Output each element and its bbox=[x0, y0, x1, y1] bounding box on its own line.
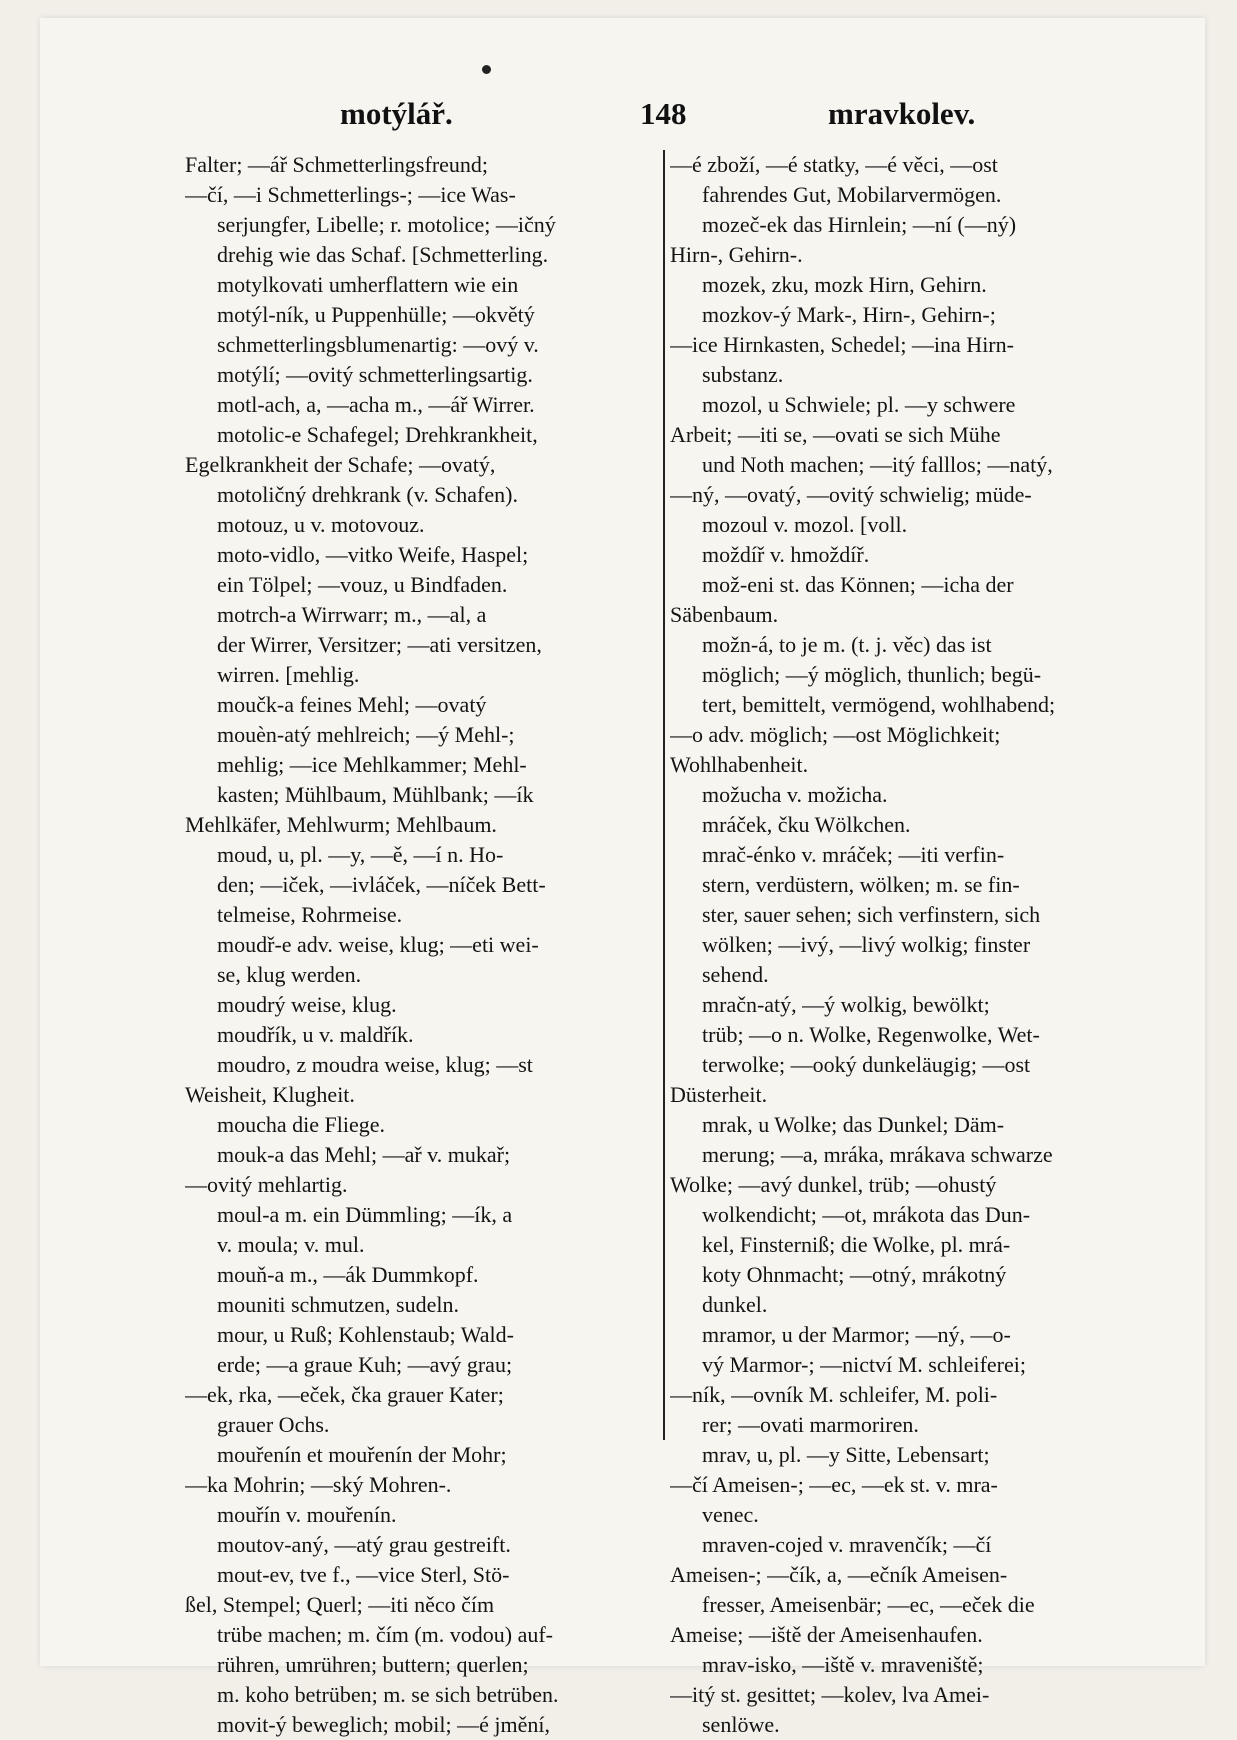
dictionary-line: der Wirrer, Versitzer; —ati versitzen, bbox=[217, 632, 542, 657]
printer-dot bbox=[482, 65, 491, 74]
dictionary-line: Düsterheit. bbox=[670, 1082, 768, 1107]
dictionary-line: moutov-aný, —atý grau gestreift. bbox=[217, 1532, 511, 1557]
column-divider bbox=[663, 150, 665, 1440]
right-column bbox=[670, 150, 1140, 1740]
dictionary-line: koty Ohnmacht; —otný, mrákotný bbox=[702, 1262, 1007, 1287]
dictionary-line: moudrý weise, klug. bbox=[217, 992, 397, 1017]
dictionary-line: drehig wie das Schaf. [Schmetterling. bbox=[217, 242, 549, 267]
dictionary-line: —ice Hirnkasten, Schedel; —ina Hirn- bbox=[670, 332, 1014, 357]
dictionary-line: m. koho betrüben; m. se sich betrüben. bbox=[217, 1682, 559, 1707]
page-header bbox=[340, 96, 1020, 142]
dictionary-line: serjungfer, Libelle; r. motolice; —ičný bbox=[217, 212, 556, 237]
dictionary-line: moul-a m. ein Dümmling; —ík, a bbox=[217, 1202, 513, 1227]
dictionary-line: venec. bbox=[702, 1502, 759, 1527]
dictionary-line: moučk-a feines Mehl; —ovatý bbox=[217, 692, 487, 717]
dictionary-line: —ka Mohrin; —ský Mohren-. bbox=[185, 1472, 452, 1497]
dictionary-line: mož-eni st. das Können; —icha der bbox=[702, 572, 1014, 597]
dictionary-line: möglich; —ý möglich, thunlich; begü- bbox=[702, 662, 1042, 687]
dictionary-line: senlöwe. bbox=[702, 1712, 780, 1737]
dictionary-line: trüb; —o n. Wolke, Regenwolke, Wet- bbox=[702, 1022, 1040, 1047]
dictionary-line: wirren. [mehlig. bbox=[217, 662, 360, 687]
dictionary-line: Ameise; —iště der Ameisenhaufen. bbox=[670, 1622, 983, 1647]
dictionary-line: Säbenbaum. bbox=[670, 602, 779, 627]
dictionary-line: moudř-e adv. weise, klug; —eti wei- bbox=[217, 932, 539, 957]
dictionary-line: se, klug werden. bbox=[217, 962, 362, 987]
header-right-guideword: mravkolev. bbox=[828, 96, 976, 131]
dictionary-line: moždíř v. hmoždíř. bbox=[702, 542, 870, 567]
dictionary-line: —é zboží, —é statky, —é věci, —ost bbox=[670, 152, 998, 177]
dictionary-line: grauer Ochs. bbox=[217, 1412, 330, 1437]
dictionary-line: mouniti schmutzen, sudeln. bbox=[217, 1292, 459, 1317]
dictionary-line: schmetterlingsblumenartig: —ový v. bbox=[217, 332, 539, 357]
dictionary-line: motrch-a Wirrwarr; m., —al, a bbox=[217, 602, 487, 627]
dictionary-line: mraven-cojed v. mravenčík; —čí bbox=[702, 1532, 992, 1557]
dictionary-line: Hirn-, Gehirn-. bbox=[670, 242, 803, 267]
dictionary-line: wölken; —ivý, —livý wolkig; finster bbox=[702, 932, 1031, 957]
header-left-guideword: motýlář. bbox=[340, 96, 453, 131]
dictionary-line: ßel, Stempel; Querl; —iti něco čím bbox=[185, 1592, 495, 1617]
dictionary-line: motýl-ník, u Puppenhülle; —okvětý bbox=[217, 302, 535, 327]
dictionary-line: trübe machen; m. čím (m. vodou) auf- bbox=[217, 1622, 554, 1647]
dictionary-line: rer; —ovati marmoriren. bbox=[702, 1412, 919, 1437]
dictionary-line: kasten; Mühlbaum, Mühlbank; —ík bbox=[217, 782, 534, 807]
dictionary-line: mout-ev, tve f., —vice Sterl, Stö- bbox=[217, 1562, 510, 1587]
dictionary-line: mehlig; —ice Mehlkammer; Mehl- bbox=[217, 752, 527, 777]
dictionary-line: mozol, u Schwiele; pl. —y schwere bbox=[702, 392, 1016, 417]
dictionary-line: mrač-énko v. mráček; —iti verfin- bbox=[702, 842, 1005, 867]
dictionary-line: vý Marmor-; —nictví M. schleiferei; bbox=[702, 1352, 1026, 1377]
dictionary-line: mozoul v. mozol. [voll. bbox=[702, 512, 908, 537]
dictionary-line: rühren, umrühren; buttern; querlen; bbox=[217, 1652, 529, 1677]
dictionary-line: mouřenín et mouřenín der Mohr; bbox=[217, 1442, 507, 1467]
dictionary-line: motoličný drehkrank (v. Schafen). bbox=[217, 482, 518, 507]
dictionary-line: mozkov-ý Mark-, Hirn-, Gehirn-; bbox=[702, 302, 996, 327]
dictionary-line: motylkovati umherflattern wie ein bbox=[217, 272, 519, 297]
dictionary-line: motouz, u v. motovouz. bbox=[217, 512, 425, 537]
dictionary-line: —o adv. möglich; —ost Möglichkeit; bbox=[670, 722, 1001, 747]
dictionary-line: Arbeit; —iti se, —ovati se sich Mühe bbox=[670, 422, 1001, 447]
dictionary-line: možucha v. možicha. bbox=[702, 782, 888, 807]
dictionary-line: mouň-a m., —ák Dummkopf. bbox=[217, 1262, 479, 1287]
dictionary-line: mračn-atý, —ý wolkig, bewölkt; bbox=[702, 992, 990, 1017]
dictionary-line: moto-vidlo, —vitko Weife, Haspel; bbox=[217, 542, 529, 567]
dictionary-line: moud, u, pl. —y, —ě, —í n. Ho- bbox=[217, 842, 504, 867]
dictionary-line: —čí, —i Schmetterlings-; —ice Was- bbox=[185, 182, 516, 207]
left-column bbox=[185, 150, 650, 1740]
dictionary-line: Wolke; —avý dunkel, trüb; —ohustý bbox=[670, 1172, 997, 1197]
dictionary-line: sehend. bbox=[702, 962, 769, 987]
dictionary-line: stern, verdüstern, wölken; m. se fin- bbox=[702, 872, 1020, 897]
dictionary-line: moudro, z moudra weise, klug; —st bbox=[217, 1052, 533, 1077]
dictionary-line: mouèn-atý mehlreich; —ý Mehl-; bbox=[217, 722, 515, 747]
page-number: 148 bbox=[640, 96, 687, 131]
dictionary-line: motýlí; —ovitý schmetterlingsartig. bbox=[217, 362, 533, 387]
dictionary-line: den; —iček, —ivláček, —níček Bett- bbox=[217, 872, 546, 897]
dictionary-line: motolic-e Schafegel; Drehkrankheit, bbox=[217, 422, 538, 447]
dictionary-line: kel, Finsterniß; die Wolke, pl. mrá- bbox=[702, 1232, 1011, 1257]
dictionary-line: ster, sauer sehen; sich verfinstern, sich bbox=[702, 902, 1041, 927]
dictionary-line: Wohlhabenheit. bbox=[670, 752, 809, 777]
dictionary-line: Ameisen-; —čík, a, —ečník Ameisen- bbox=[670, 1562, 1008, 1587]
dictionary-line: ein Tölpel; —vouz, u Bindfaden. bbox=[217, 572, 508, 597]
dictionary-line: —ovitý mehlartig. bbox=[185, 1172, 348, 1197]
dictionary-line: mrav-isko, —iště v. mraveniště; bbox=[702, 1652, 984, 1677]
dictionary-line: mouřín v. mouřenín. bbox=[217, 1502, 397, 1527]
dictionary-line: možn-á, to je m. (t. j. věc) das ist bbox=[702, 632, 992, 657]
dictionary-line: telmeise, Rohrmeise. bbox=[217, 902, 403, 927]
dictionary-line: dunkel. bbox=[702, 1292, 768, 1317]
dictionary-line: Mehlkäfer, Mehlwurm; Mehlbaum. bbox=[185, 812, 497, 837]
dictionary-line: —ek, rka, —eček, čka grauer Kater; bbox=[185, 1382, 504, 1407]
dictionary-line: mráček, čku Wölkchen. bbox=[702, 812, 911, 837]
dictionary-line: Weisheit, Klugheit. bbox=[185, 1082, 355, 1107]
dictionary-line: v. moula; v. mul. bbox=[217, 1232, 365, 1257]
dictionary-line: erde; —a graue Kuh; —avý grau; bbox=[217, 1352, 513, 1377]
dictionary-line: mouk-a das Mehl; —ař v. mukař; bbox=[217, 1142, 511, 1167]
dictionary-line: tert, bemittelt, vermögend, wohlhabend; bbox=[702, 692, 1056, 717]
dictionary-line: substanz. bbox=[702, 362, 784, 387]
dictionary-line: mramor, u der Marmor; —ný, —o- bbox=[702, 1322, 1011, 1347]
dictionary-line: und Noth machen; —itý falllos; —natý, bbox=[702, 452, 1053, 477]
dictionary-line: wolkendicht; —ot, mrákota das Dun- bbox=[702, 1202, 1031, 1227]
dictionary-line: moucha die Fliege. bbox=[217, 1112, 386, 1137]
dictionary-line: mozek, zku, mozk Hirn, Gehirn. bbox=[702, 272, 987, 297]
dictionary-line: —itý st. gesittet; —kolev, lva Amei- bbox=[670, 1682, 990, 1707]
dictionary-line: —čí Ameisen-; —ec, —ek st. v. mra- bbox=[670, 1472, 998, 1497]
dictionary-line: terwolke; —ooký dunkeläugig; —ost bbox=[702, 1052, 1031, 1077]
dictionary-line: motl-ach, a, —acha m., —ář Wirrer. bbox=[217, 392, 535, 417]
dictionary-line: fresser, Ameisenbär; —ec, —eček die bbox=[702, 1592, 1035, 1617]
dictionary-line: —ník, —ovník M. schleifer, M. poli- bbox=[670, 1382, 998, 1407]
dictionary-line: merung; —a, mráka, mrákava schwarze bbox=[702, 1142, 1053, 1167]
dictionary-line: mozeč-ek das Hirnlein; —ní (—ný) bbox=[702, 212, 1017, 237]
dictionary-line: fahrendes Gut, Mobilarvermögen. bbox=[702, 182, 1002, 207]
dictionary-line: —ný, —ovatý, —ovitý schwielig; müde- bbox=[670, 482, 1032, 507]
dictionary-line: mrav, u, pl. —y Sitte, Lebensart; bbox=[702, 1442, 990, 1467]
dictionary-line: Egelkrankheit der Schafe; —ovatý, bbox=[185, 452, 496, 477]
dictionary-line: mrak, u Wolke; das Dunkel; Däm- bbox=[702, 1112, 1005, 1137]
dictionary-line: Falter; —ář Schmetterlingsfreund; bbox=[185, 152, 489, 177]
dictionary-line: movit-ý beweglich; mobil; —é jmění, bbox=[217, 1712, 550, 1737]
dictionary-line: moudřík, u v. maldřík. bbox=[217, 1022, 414, 1047]
dictionary-line: mour, u Ruß; Kohlenstaub; Wald- bbox=[217, 1322, 514, 1347]
